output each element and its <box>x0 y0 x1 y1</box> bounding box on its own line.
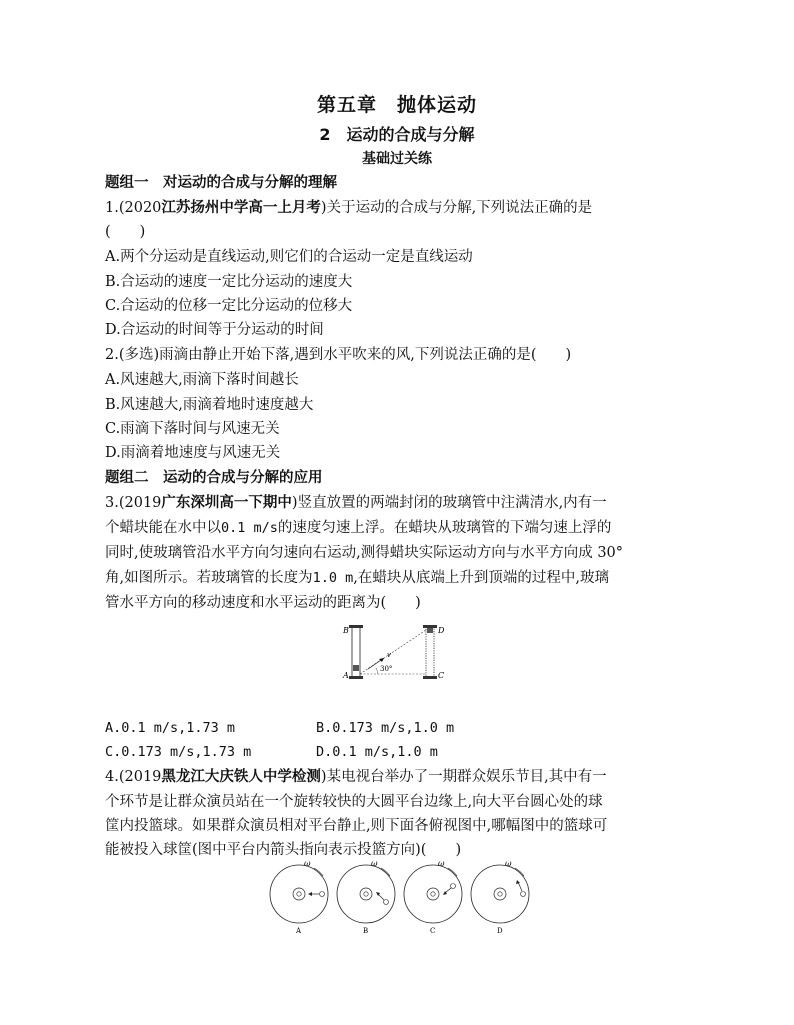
tube-left-cap-top <box>349 625 363 628</box>
panel-b <box>337 859 395 935</box>
q3-option-c: C.0.173 m/s,1.73 m <box>105 744 252 760</box>
basket-outer <box>360 888 372 900</box>
q4-text-1: 某电视台举办了一期群众娱乐节目,其中有一 <box>326 769 607 785</box>
q3-line-2 <box>105 518 611 538</box>
omega-label: ω <box>505 859 512 868</box>
q3-text-2a: 个蜡块能在水中以 <box>105 520 221 536</box>
basket-outer <box>293 888 305 900</box>
q3-year: (2019 <box>118 495 162 511</box>
q1-year: (2020 <box>118 200 162 216</box>
q3-line-1 <box>105 493 607 513</box>
q1-number: 1. <box>105 200 119 216</box>
basket-outer <box>494 888 506 900</box>
basketball <box>320 892 325 897</box>
q1-paren-close: ) <box>320 200 327 216</box>
tube-right <box>426 627 434 677</box>
q1-option-d: D.合运动的时间等于分运动的时间 <box>105 322 324 338</box>
q4-line-1 <box>105 767 607 787</box>
q3-line-4 <box>105 568 609 588</box>
throw-arrowhead <box>308 892 312 896</box>
q2-option-a: A.风速越大,雨滴下落时间越长 <box>105 372 299 388</box>
throw-arrowhead <box>516 880 520 884</box>
angle-arc <box>376 668 378 674</box>
panel-label-d: D <box>497 927 503 935</box>
chapter-title: 第五章 抛体运动 <box>316 94 477 116</box>
basketball <box>521 892 526 897</box>
fig-label-c: C <box>438 671 445 680</box>
q2-option-b: B.风速越大,雨滴着地时速度越大 <box>105 397 314 413</box>
q3-line-3: 同时,使玻璃管沿水平方向匀速向右运动,测得蜡块实际运动方向与水平方向成 30° <box>105 545 624 561</box>
q3-source: 广东深圳高一下期中 <box>161 495 292 511</box>
q4-line-2: 个环节是让群众演员站在一个旋转较快的大圆平台边缘上,向大平台圆心处的球 <box>105 794 603 810</box>
group1-heading: 题组一 对运动的合成与分解的理解 <box>105 175 337 191</box>
q2-option-d: D.雨滴着地速度与风速无关 <box>105 445 281 461</box>
basket-inner <box>364 892 368 896</box>
velocity-arrowhead <box>379 658 384 662</box>
q4-line-3: 筐内投篮球。如果群众演员相对平台静止,则下面各俯视图中,哪幅图中的篮球可 <box>105 818 608 834</box>
q3-text-2c: 的速度匀速上浮。在蜡块从玻璃管的下端匀速上浮的 <box>277 520 612 536</box>
q2-stem: 2.(多选)雨滴由静止开始下落,遇到水平吹来的风,下列说法正确的是( ) <box>105 347 572 363</box>
q1-source: 江苏扬州中学高一上月考 <box>161 200 321 216</box>
tube-left-cap-bottom <box>349 676 363 679</box>
q3-number: 3. <box>105 495 119 511</box>
fig-label-b: B <box>343 626 349 635</box>
basket-inner <box>431 892 435 896</box>
q1-option-c: C.合运动的位移一定比分运动的位移大 <box>105 298 353 314</box>
omega-label: ω <box>304 859 311 868</box>
q2-option-c: C.雨滴下落时间与风速无关 <box>105 421 280 437</box>
q3-line-5: 管水平方向的移动速度和水平运动的距离为( ) <box>105 595 421 611</box>
throw-arrow <box>445 888 451 893</box>
fig-label-d: D <box>438 626 445 635</box>
basketball <box>384 900 389 905</box>
panel-label-c: C <box>430 927 436 935</box>
fig-label-angle: 30° <box>380 665 393 673</box>
tube-right-cap-bottom <box>423 676 437 679</box>
platform-circle <box>337 865 395 923</box>
panel-a <box>270 859 328 935</box>
group2-heading: 题组二 运动的合成与分解的应用 <box>105 470 323 486</box>
panel-label-b: B <box>363 927 369 935</box>
q1-text: 关于运动的合成与分解,下列说法正确的是 <box>326 200 593 216</box>
omega-label: ω <box>371 859 378 868</box>
platform-circle <box>404 865 462 923</box>
q1-option-a: A.两个分运动是直线运动,则它们的合运动一定是直线运动 <box>105 249 473 265</box>
q3-text-4c: ,在蜡块从底端上升到顶端的过程中,玻璃 <box>353 570 609 586</box>
q3-paren-close: ) <box>291 495 298 511</box>
q4-source: 黑龙江大庆铁人中学检测 <box>161 769 321 785</box>
panel-c <box>404 859 462 935</box>
wax-block-start <box>353 665 359 671</box>
tube-right-cap-top <box>423 625 437 628</box>
q3-text-4a: 角,如图所示。若玻璃管的长度为 <box>105 570 313 586</box>
q4-line-4: 能被投入球筐(图中平台内箭头指向表示投篮方向)( ) <box>105 842 462 858</box>
q3-option-d: D.0.1 m/s,1.0 m <box>316 744 438 760</box>
q4-year: (2019 <box>118 769 162 785</box>
q1-answer-blank: ( ) <box>105 224 146 240</box>
q4-platform-figure <box>262 858 542 936</box>
basket-outer <box>427 888 439 900</box>
subsection-title: 基础过关练 <box>362 151 432 167</box>
panel-label-a: A <box>296 927 302 935</box>
omega-label: ω <box>438 859 445 868</box>
q4-number: 4. <box>105 769 119 785</box>
q3-speed-value: 0.1 m/s <box>221 520 278 536</box>
q3-text-1: 竖直放置的两端封闭的玻璃管中注满清水,内有一 <box>297 495 607 511</box>
basket-inner <box>297 892 301 896</box>
basket-inner <box>498 892 502 896</box>
q3-length-value: 1.0 m <box>312 570 354 586</box>
fig-label-v: v <box>387 651 391 659</box>
q1-stem <box>105 198 592 218</box>
basketball <box>451 884 456 889</box>
throw-arrow <box>378 894 384 900</box>
section-title: 2 运动的合成与分解 <box>319 125 475 144</box>
q4-paren-close: ) <box>320 769 327 785</box>
q3-option-a: A.0.1 m/s,1.73 m <box>105 720 236 736</box>
panel-d <box>471 859 529 935</box>
q3-glass-tube-figure <box>340 622 460 684</box>
q3-option-b: B.0.173 m/s,1.0 m <box>316 720 455 736</box>
fig-label-a: A <box>343 671 349 680</box>
wax-block-end <box>427 628 433 633</box>
q1-option-b: B.合运动的速度一定比分运动的速度大 <box>105 274 353 290</box>
